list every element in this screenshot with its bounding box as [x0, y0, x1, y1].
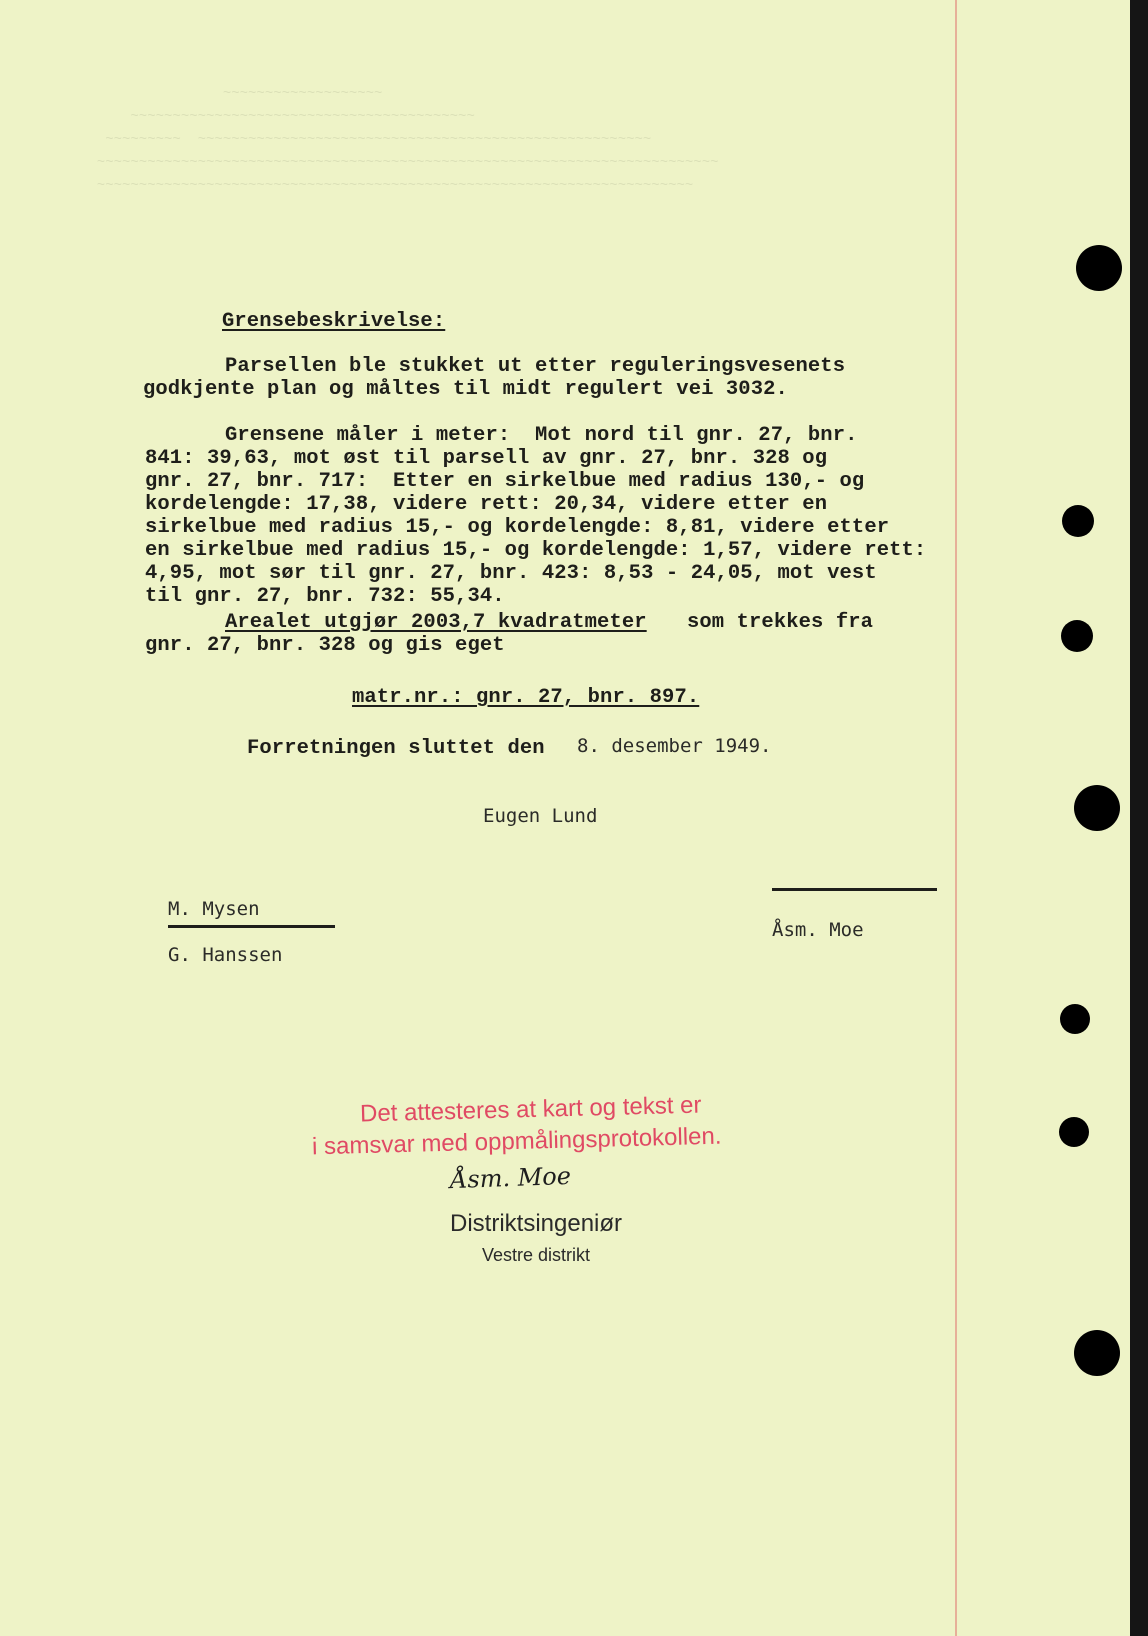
matr-nr: matr.nr.: gnr. 27, bnr. 897. — [352, 686, 700, 709]
closing-line: Forretningen sluttet den — [247, 737, 545, 760]
text-line: 841: 39,63, mot øst til parsell av gnr. 27, bnr. 328 og — [145, 447, 828, 470]
punch-hole — [1059, 1117, 1089, 1147]
closing-date: 8. desember 1949. — [577, 735, 772, 757]
margin-line — [955, 0, 957, 1636]
signature-eugen-lund: Eugen Lund — [483, 805, 598, 827]
handwritten-signature: Åsm. Moe — [449, 1161, 572, 1195]
scan-edge — [1130, 0, 1148, 1636]
punch-hole — [1061, 620, 1093, 652]
signature-asm-moe: Åsm. Moe — [772, 919, 864, 941]
punch-hole — [1060, 1004, 1090, 1034]
punch-hole — [1062, 505, 1094, 537]
signature-m-mysen: M. Mysen — [168, 898, 260, 920]
text-line: 4,95, mot sør til gnr. 27, bnr. 423: 8,53 - 24,05, mot vest — [145, 562, 877, 585]
text-line: gnr. 27, bnr. 717: Etter en sirkelbue med radius 130,- og — [145, 470, 865, 493]
text-line: en sirkelbue med radius 15,- og kordelengde: 1,57, videre rett: — [145, 539, 927, 562]
stamp-subtitle: Vestre distrikt — [482, 1245, 591, 1265]
punch-hole — [1074, 785, 1120, 831]
punch-hole — [1074, 1330, 1120, 1376]
text-line: sirkelbue med radius 15,- og kordelengde: 8,81, videre etter — [145, 516, 890, 539]
bleed-through-text: ~~~~~~~~~~~~~~~~~~~ ~~~~~~~~~~~~~~~~~~~~~~~~~~~~~~~~~~~~~~~~~ ~~~~~~~~~ ~~~~~~~~~~~~~~~~~~~~~~~~~~~~~~~~~~~~~~~~~~~~~~~~~~~~~~ ~~~~~~~~~~~~~~~~~~~~~~~~~~~~~~~~~~~~~~~~~~~~~~~~~~~~~~~~~~~~~~~~~~~~~~~~~~ ~~~~~~~~~~~~~~~~~~~~~~~~~~~~~~~~~~~~~~~~~~~~~~~~~~~~~~~~~~~~~~~~~~~~~~~ — [96, 86, 719, 194]
text-line: som trekkes fra — [687, 611, 874, 634]
signature-rule-left — [168, 925, 335, 928]
area-statement: Arealet utgjør 2003,7 kvadratmeter — [225, 611, 647, 634]
signature-rule-right — [772, 888, 937, 891]
text-line: gnr. 27, bnr. 328 og gis eget — [145, 634, 505, 657]
text-line: Grensene måler i meter: Mot nord til gnr. 27, bnr. — [225, 424, 858, 447]
signature-g-hanssen: G. Hanssen — [168, 944, 283, 966]
stamp-line-2: i samsvar med oppmålingsprotokollen. — [311, 1122, 722, 1161]
stamp-line-1: Det attesteres at kart og tekst er — [359, 1091, 702, 1128]
text-line: kordelengde: 17,38, videre rett: 20,34, videre etter en — [145, 493, 828, 516]
heading: Grensebeskrivelse: — [222, 310, 446, 333]
stamp-title: Distriktsingeniør — [450, 1210, 623, 1237]
text-line: godkjente plan og måltes til midt regulert vei 3032. — [143, 378, 788, 401]
punch-hole — [1076, 245, 1122, 291]
text-line: Parsellen ble stukket ut etter reguleringsvesenets — [225, 355, 846, 378]
text-line: til gnr. 27, bnr. 732: 55,34. — [145, 585, 505, 608]
